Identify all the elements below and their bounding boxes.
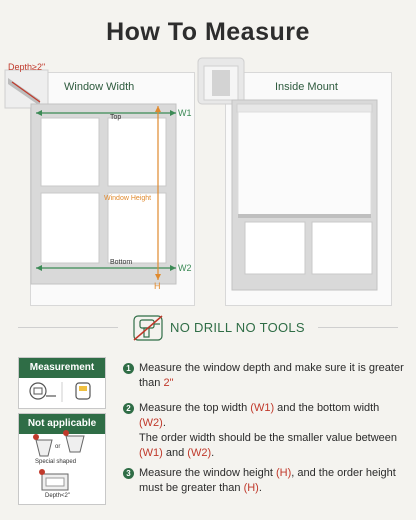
special-shaped-label: Special shaped (35, 459, 77, 465)
step-2-text-f: . (211, 447, 215, 459)
step-3-h-again: (H) (243, 482, 259, 494)
w1-label: W1 (178, 108, 192, 118)
no-drill-banner: NO DRILL NO TOOLS (170, 320, 305, 335)
step-2-text-b: and the bottom width (274, 402, 380, 414)
inside-mount-label: Inside Mount (275, 81, 338, 93)
step-3-number: 3 (123, 468, 134, 479)
step-2-w1-again: (W1) (139, 447, 163, 459)
page-title: How To Measure (106, 18, 310, 46)
h-label: H (154, 281, 161, 291)
step-3-text-a: Measure the window height (139, 467, 276, 479)
window-height-label: Window Height (104, 195, 152, 202)
measurement-card-title: Measurement (19, 358, 105, 378)
top-label: Top (110, 114, 122, 121)
step-2-text-d: The order width should be the smaller value between (139, 432, 398, 444)
step-2 (125, 401, 405, 461)
step-3-text-c: . (258, 482, 262, 494)
not-applicable-card-title: Not applicable (19, 414, 105, 434)
step-2-w2-again: (W2) (187, 447, 212, 459)
step-1-number: 1 (123, 363, 134, 374)
or-label: or (55, 444, 61, 450)
step-3 (125, 466, 405, 496)
special-shaped-window-icon (36, 440, 52, 456)
step-2-text-c: . (162, 417, 166, 429)
step-2-text-a: Measure the top width (139, 402, 251, 414)
depth-note-label: Depth<2" (45, 493, 70, 499)
bottom-label: Bottom (110, 259, 133, 266)
window-width-label: Window Width (64, 81, 135, 93)
step-3-h: (H) (275, 467, 292, 479)
step-3-text-b: , and the order height must be greater than (139, 467, 396, 494)
depth-label: Depth≥2" (8, 62, 46, 72)
w2-label: W2 (178, 263, 192, 273)
step-1-text: Measure the window depth and make sure it is greater than (139, 362, 404, 389)
step-1 (125, 361, 405, 391)
step-2-w2: (W2) (139, 417, 163, 429)
step-2-w1: (W1) (250, 402, 275, 414)
step-2-text-e: and (162, 447, 188, 459)
step-2-number: 2 (123, 403, 134, 414)
step-1-depth-value: 2" (163, 377, 174, 389)
